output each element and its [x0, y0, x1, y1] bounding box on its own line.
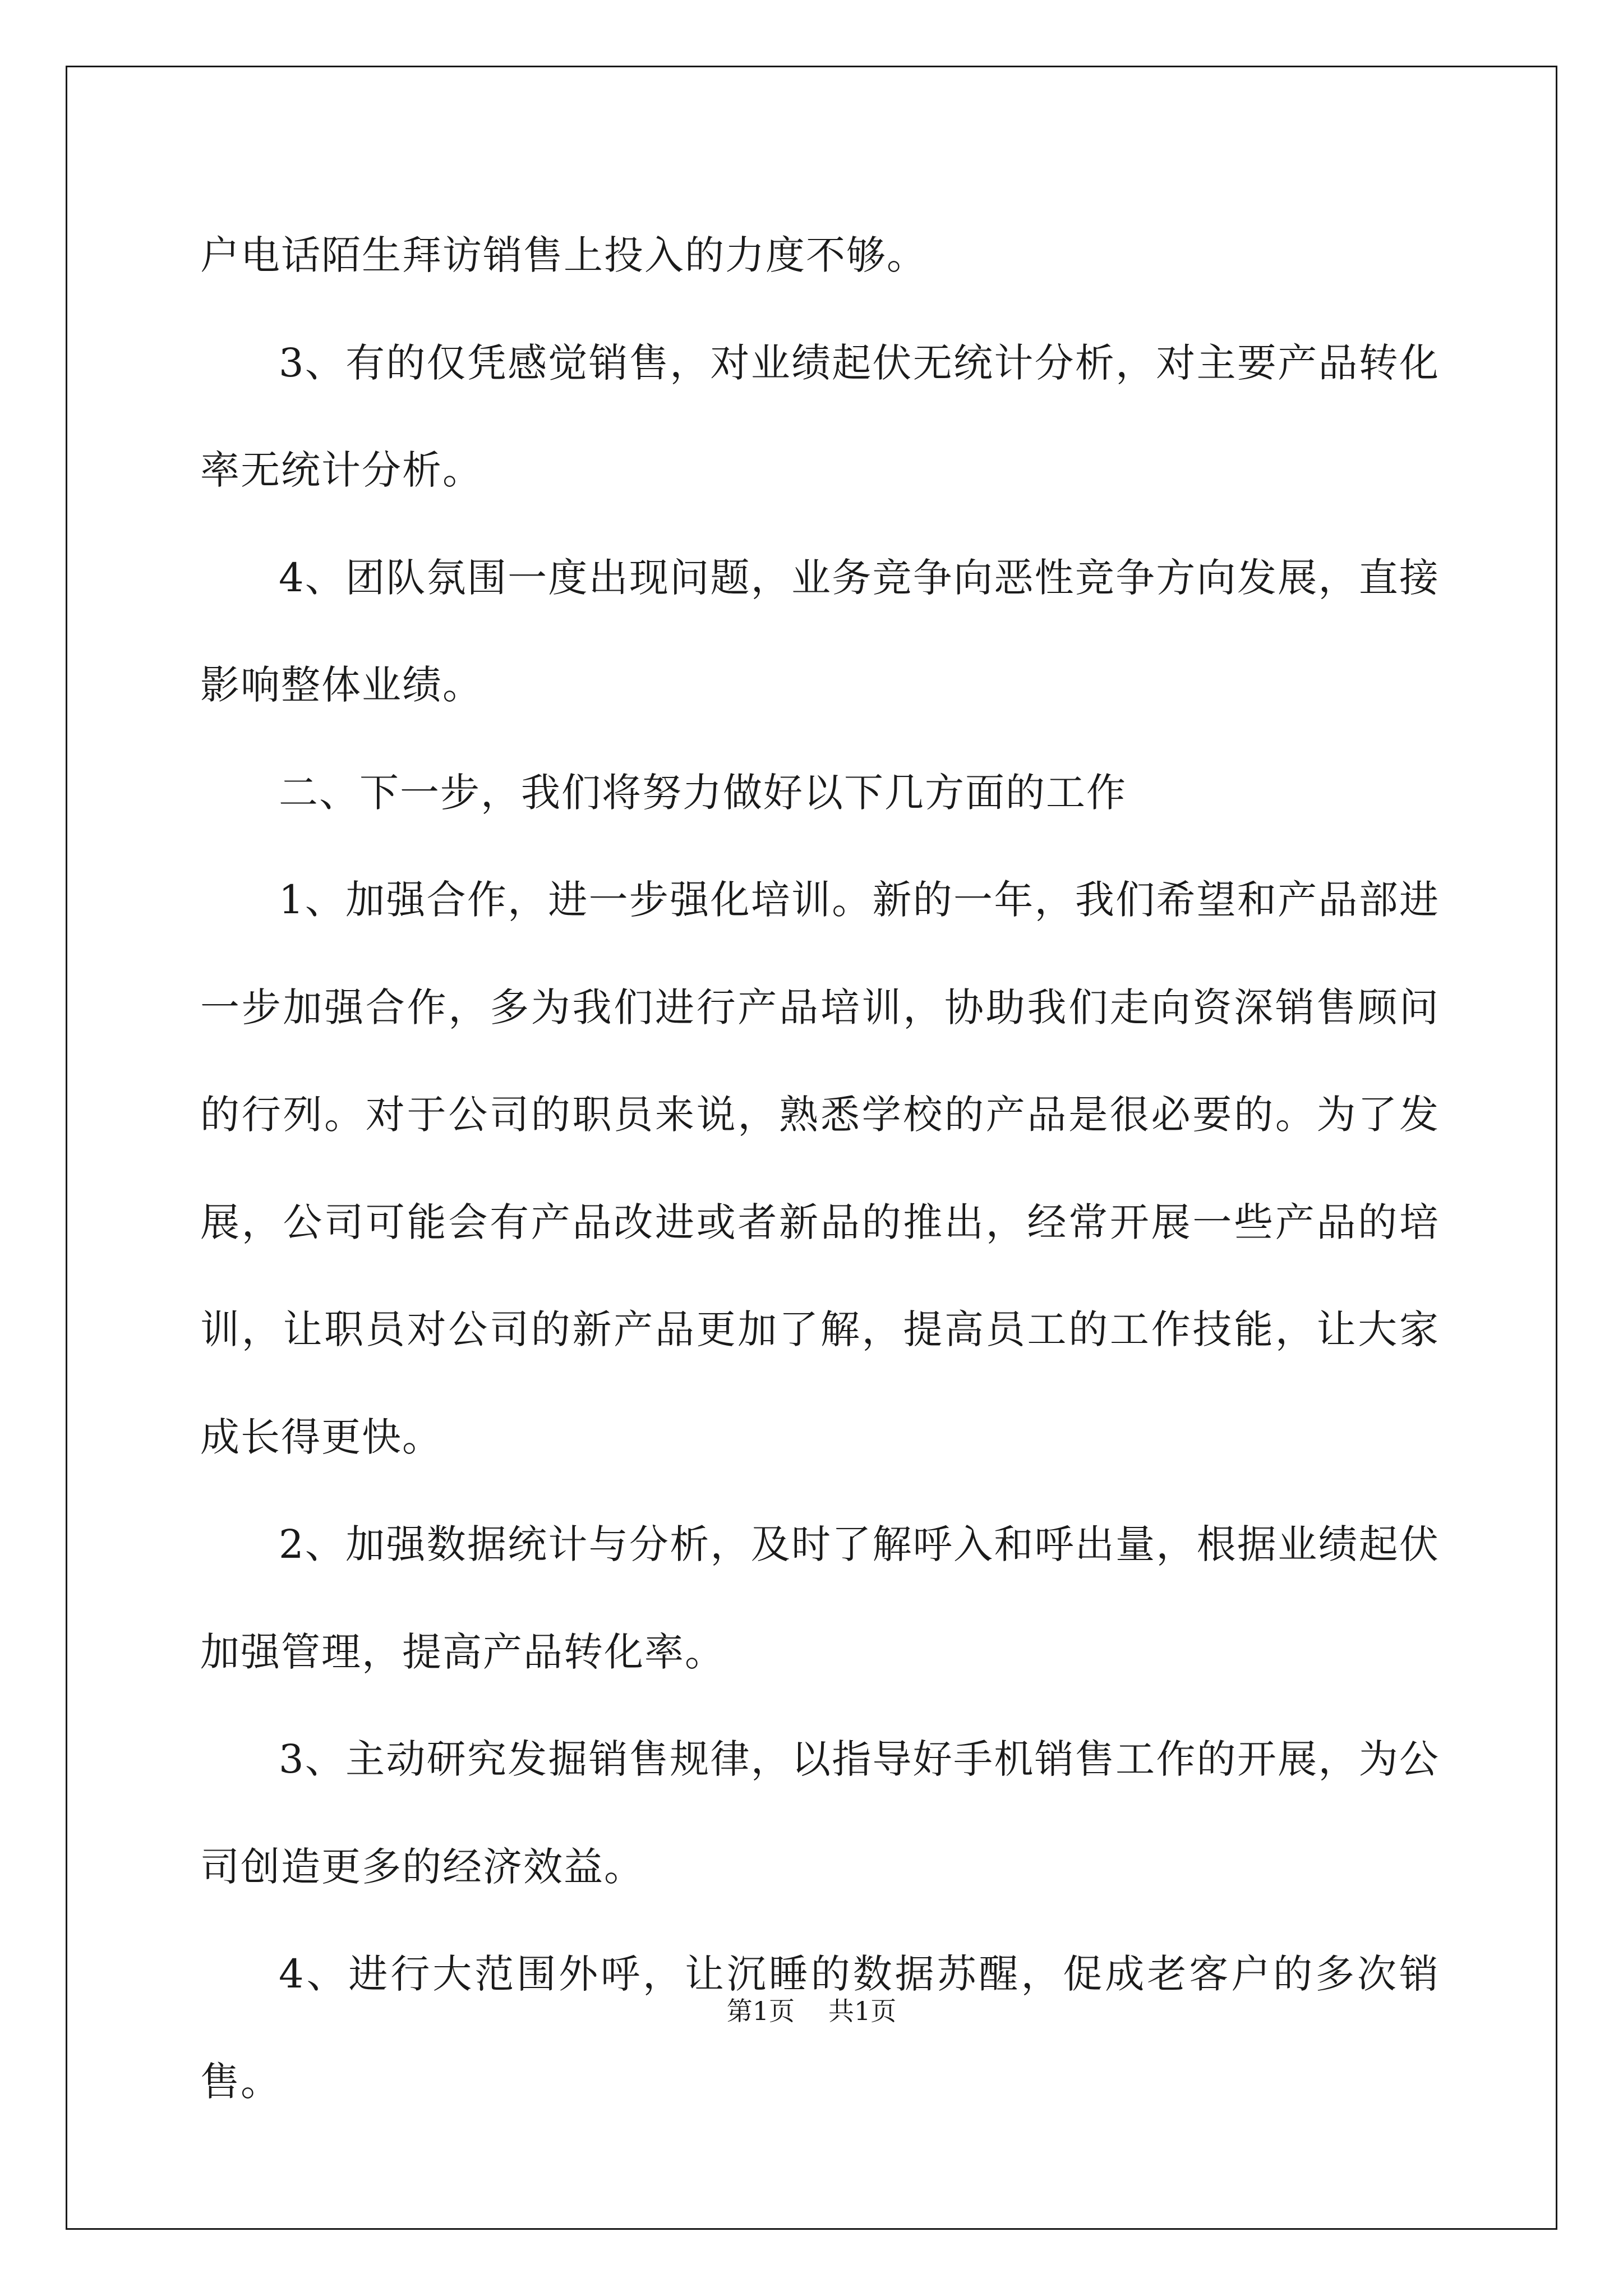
paragraph-1: 户电话陌生拜访销售上投入的力度不够。 — [200, 232, 927, 278]
paragraph-6: 2、加强数据统计与分析，及时了解呼入和呼出量，根据业绩起伏加强管理，提高产品转化率。 — [200, 1521, 1440, 1675]
paragraph-7: 3、主动研究发掘销售规律，以指导好手机销售工作的开展，为公司创造更多的经济效益。 — [200, 1736, 1440, 1890]
paragraph-8: 4、进行大范围外呼，让沉睡的数据苏醒，促成老客户的多次销售。 — [200, 1951, 1440, 2105]
paragraph-2: 3、有的仅凭感觉销售，对业绩起伏无统计分析，对主要产品转化率无统计分析。 — [200, 339, 1440, 493]
document-body — [200, 202, 1440, 2136]
section-heading: 二、下一步，我们将努力做好以下几方面的工作 — [279, 769, 1127, 816]
page-footer — [0, 1994, 1623, 2028]
page-number-current: 第1页 — [726, 1996, 795, 2026]
paragraph-5: 1、加强合作，进一步强化培训。新的一年，我们希望和产品部进一步加强合作，多为我们进行产品培训，协助我们走向资深销售顾问的行列。对于公司的职员来说，熟悉学校的产品是很必要的。为了发展，公司可能会有产品改进或者新品的推出，经常开展一些产品的培训，让职员对公司的新产品更加了解，提高员工的工作技能，让大家成长得更快。 — [200, 877, 1440, 1460]
paragraph-3: 4、团队氛围一度出现问题，业务竞争向恶性竞争方向发展，直接影响整体业绩。 — [200, 554, 1440, 708]
page-number-total: 共1页 — [828, 1996, 897, 2026]
